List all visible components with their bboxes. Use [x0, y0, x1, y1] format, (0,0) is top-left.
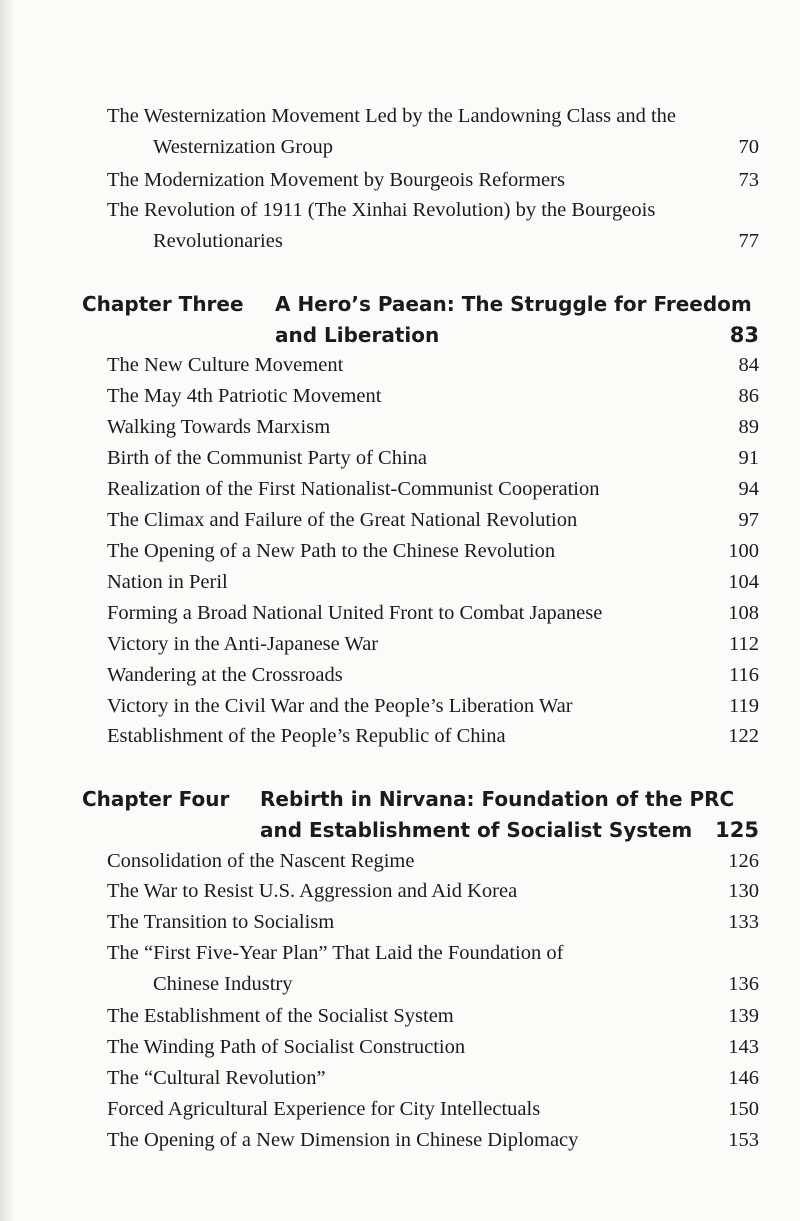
toc-entry-title: The Winding Path of Socialist Construction: [107, 1036, 466, 1058]
toc-entry-title: The Modernization Movement by Bourgeois Reformers: [107, 169, 565, 191]
toc-entry-page: 70: [738, 136, 759, 158]
chapter-heading: [82, 289, 759, 353]
toc-entry-title: Walking Towards Marxism: [107, 416, 331, 438]
toc-entry-page: 150: [728, 1098, 759, 1120]
toc-entry-page: 73: [738, 169, 759, 191]
toc-entry-title: Nation in Peril: [107, 571, 228, 593]
toc-entry-page: 112: [729, 633, 759, 655]
toc-entry-page: 77: [738, 230, 759, 252]
toc-entry-title: The Opening of a New Dimension in Chinese Diplomacy: [107, 1129, 579, 1151]
toc-entry-title-continued: Westernization Group: [153, 136, 333, 158]
toc-entry-page: 84: [738, 354, 759, 376]
toc-entry-title-continued: Revolutionaries: [153, 230, 283, 252]
chapter-title-continued: and Establishment of Socialist System: [260, 818, 693, 842]
toc-entry-page: 104: [728, 571, 759, 593]
toc-entry-title: Wandering at the Crossroads: [107, 664, 343, 686]
toc-entry-page: 139: [728, 1005, 759, 1027]
chapter-heading: [82, 784, 759, 848]
toc-entry: [107, 101, 759, 163]
toc-entry-title: Establishment of the People’s Republic of China: [107, 725, 506, 747]
toc-entry-title: Victory in the Anti-Japanese War: [107, 633, 379, 655]
toc-entry-page: 143: [728, 1036, 759, 1058]
toc-entry-title: The Climax and Failure of the Great National Revolution: [107, 509, 578, 531]
toc-entry-title: Forming a Broad National United Front to Combat Japanese: [107, 602, 603, 624]
toc-entry-title: The Establishment of the Socialist System: [107, 1005, 454, 1027]
toc-entry-title: The “Cultural Revolution”: [107, 1067, 326, 1089]
toc-entry-title: Forced Agricultural Experience for City Intellectuals: [107, 1098, 541, 1120]
toc-entry-page: 94: [738, 478, 759, 500]
toc-entry-page: 89: [738, 416, 759, 438]
toc-entry-title: The Revolution of 1911 (The Xinhai Revolution) by the Bourgeois: [107, 199, 656, 221]
toc-entry-page: 116: [729, 664, 759, 686]
toc-entry-title: Realization of the First Nationalist-Communist Cooperation: [107, 478, 600, 500]
toc-entry-title: The Opening of a New Path to the Chinese Revolution: [107, 540, 556, 562]
chapter-page: 83: [729, 323, 759, 347]
toc-entry-title: The Westernization Movement Led by the Landowning Class and the: [107, 105, 676, 127]
toc-entry-title: The War to Resist U.S. Aggression and Aid Korea: [107, 880, 518, 902]
toc-entry-title: Victory in the Civil War and the People’s Liberation War: [107, 695, 573, 717]
chapter-label: Chapter Four: [82, 787, 230, 811]
toc-entry-title: Consolidation of the Nascent Regime: [107, 850, 415, 872]
toc-entry-title: The “First Five-Year Plan” That Laid the Foundation of: [107, 942, 564, 964]
toc-entry-page: 86: [738, 385, 759, 407]
toc-entry-title: The New Culture Movement: [107, 354, 344, 376]
toc-entry-title-continued: Chinese Industry: [153, 973, 293, 995]
toc-entry-page: 122: [728, 725, 759, 747]
chapter-title: A Hero’s Paean: The Struggle for Freedom: [275, 292, 752, 316]
toc-entry-page: 133: [728, 911, 759, 933]
chapter-page: 125: [715, 818, 759, 842]
chapter-title: Rebirth in Nirvana: Foundation of the PRC: [260, 787, 735, 811]
toc-entry-page: 97: [738, 509, 759, 531]
chapter-title-continued: and Liberation: [275, 323, 440, 347]
toc-entry-page: 146: [728, 1067, 759, 1089]
toc-entry: [107, 938, 759, 1000]
chapter-label: Chapter Three: [82, 292, 244, 316]
toc-entry-page: 119: [729, 695, 759, 717]
toc-entry-page: 153: [728, 1129, 759, 1151]
toc-entry-title: Birth of the Communist Party of China: [107, 447, 428, 469]
toc-entry-page: 130: [728, 880, 759, 902]
toc-entry-page: 91: [738, 447, 759, 469]
toc-entry-page: 108: [728, 602, 759, 624]
page-gutter-shadow: [0, 0, 14, 1221]
toc-entry-page: 126: [728, 850, 759, 872]
toc-entry-title: The Transition to Socialism: [107, 911, 335, 933]
toc-entry-page: 136: [728, 973, 759, 995]
toc-entry-title: The May 4th Patriotic Movement: [107, 385, 382, 407]
toc-entry-page: 100: [728, 540, 759, 562]
toc-entry: [107, 195, 759, 257]
